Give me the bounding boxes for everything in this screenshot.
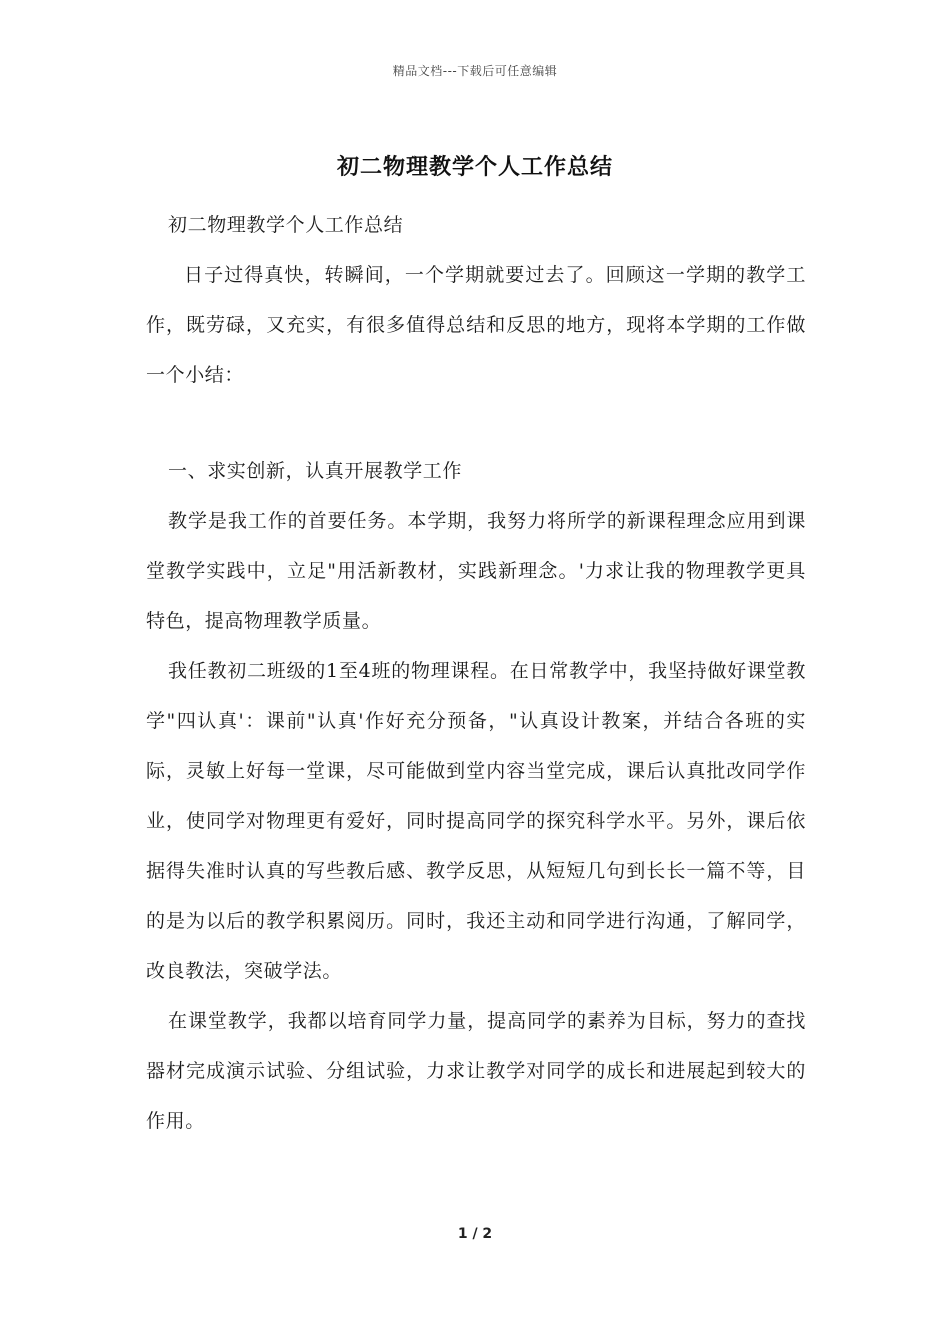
document-body [146, 200, 806, 1146]
page-number: 1 / 2 [457, 1226, 493, 1242]
paragraph-gap [146, 400, 806, 446]
section-heading: 一、求实创新，认真开展教学工作 [168, 460, 463, 482]
document-title: 初二物理教学个人工作总结 [336, 154, 613, 180]
body-paragraph: 在课堂教学，我都以培育同学力量，提高同学的素养为目标，努力的查找器材完成演示试验、分组试验，力求让教学对同学的成长和进展起到较大的作用。 [146, 1010, 806, 1132]
page-header: 精品文档---下载后可任意编辑 [392, 64, 558, 78]
intro-paragraph: 日子过得真快，转瞬间，一个学期就要过去了。回顾这一学期的教学工作，既劳碌，又充实，有很多值得总结和反思的地方，现将本学期的工作做一个小结： [146, 264, 806, 386]
body-paragraph: 教学是我工作的首要任务。本学期，我努力将所学的新课程理念应用到课堂教学实践中，立足"用活新教材，实践新理念。'力求让我的物理教学更具特色，提高物理教学质量。 [146, 510, 806, 632]
document-subtitle: 初二物理教学个人工作总结 [168, 214, 404, 236]
body-paragraph: 我任教初二班级的1至4班的物理课程。在日常教学中，我坚持做好课堂教学"四认真'：课前"认真'作好充分预备，"认真设计教案，并结合各班的实际，灵敏上好每一堂课，尽可能做到堂内容当堂完成，课后认真批改同学作业，使同学对物理更有爱好，同时提高同学的探究科学水平。另外，课后依据得失准时认真的写些教后感、教学反思，从短短几句到长长一篇不等，目的是为以后的教学积累阅历。同时，我还主动和同学进行沟通，了解同学，改良教法，突破学法。 [146, 660, 806, 982]
